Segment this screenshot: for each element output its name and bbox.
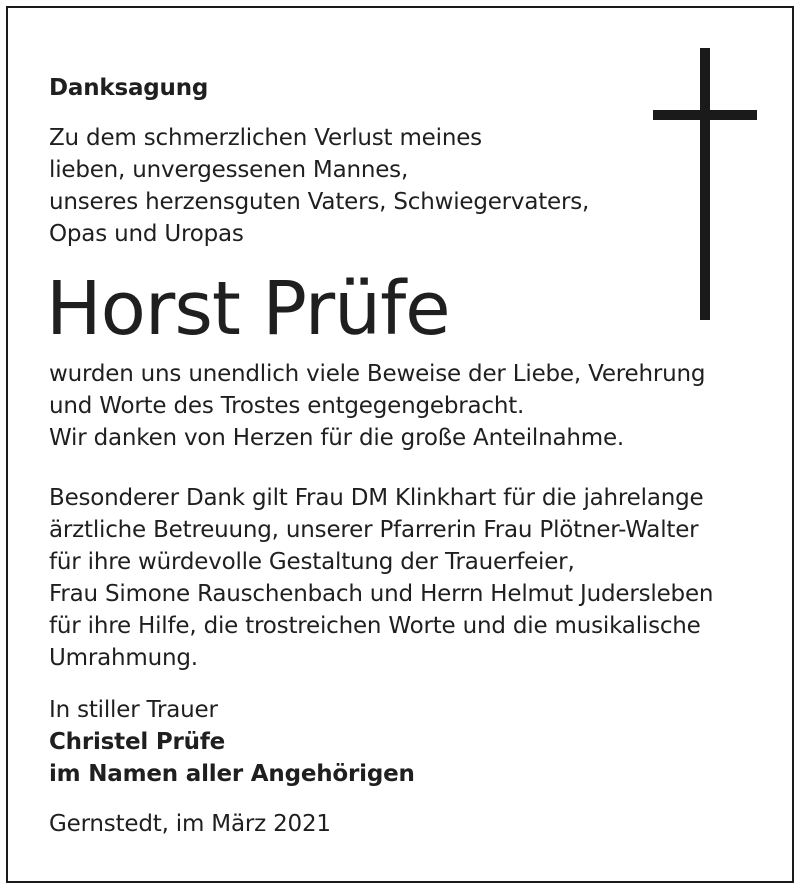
- place-date: Gernstedt, im März 2021: [49, 811, 331, 837]
- signature-block: [49, 694, 772, 790]
- deceased-name: Horst Prüfe: [46, 266, 450, 352]
- paragraph-line: für ihre würdevolle Gestaltung der Trauerfeier,: [49, 549, 575, 575]
- intro-line: Opas und Uropas: [49, 221, 244, 247]
- paragraph-line: Besonderer Dank gilt Frau DM Klinkhart für die jahrelange: [49, 485, 704, 511]
- intro-line: unseres herzensguten Vaters, Schwiegervaters,: [49, 189, 590, 215]
- cross-horizontal-bar: [653, 110, 757, 120]
- mourning-line: In stiller Trauer: [49, 697, 218, 723]
- paragraph-line: Frau Simone Rauschenbach und Herrn Helmut Judersleben: [49, 581, 714, 607]
- signer-name: Christel Prüfe: [49, 729, 226, 755]
- paragraph-line: ärztliche Betreuung, unserer Pfarrerin Frau Plötner-Walter: [49, 517, 699, 543]
- paragraph-line: für ihre Hilfe, die trostreichen Worte und die musikalische: [49, 613, 701, 639]
- paragraph-line: wurden uns unendlich viele Beweise der Liebe, Verehrung: [49, 361, 706, 387]
- paragraph-line: Wir danken von Herzen für die große Anteilnahme.: [49, 425, 625, 451]
- cross-vertical-bar: [700, 48, 710, 320]
- special-thanks-paragraph: [49, 482, 772, 674]
- gratitude-paragraph: [49, 358, 772, 454]
- intro-line: Zu dem schmerzlichen Verlust meines: [49, 125, 482, 151]
- heading: Danksagung: [49, 75, 209, 101]
- paragraph-line: und Worte des Trostes entgegengebracht.: [49, 393, 525, 419]
- family-line: im Namen aller Angehörigen: [49, 761, 415, 787]
- intro-text: [49, 122, 772, 250]
- paragraph-line: Umrahmung.: [49, 645, 198, 671]
- obituary-frame: [6, 6, 794, 883]
- intro-line: lieben, unvergessenen Mannes,: [49, 157, 409, 183]
